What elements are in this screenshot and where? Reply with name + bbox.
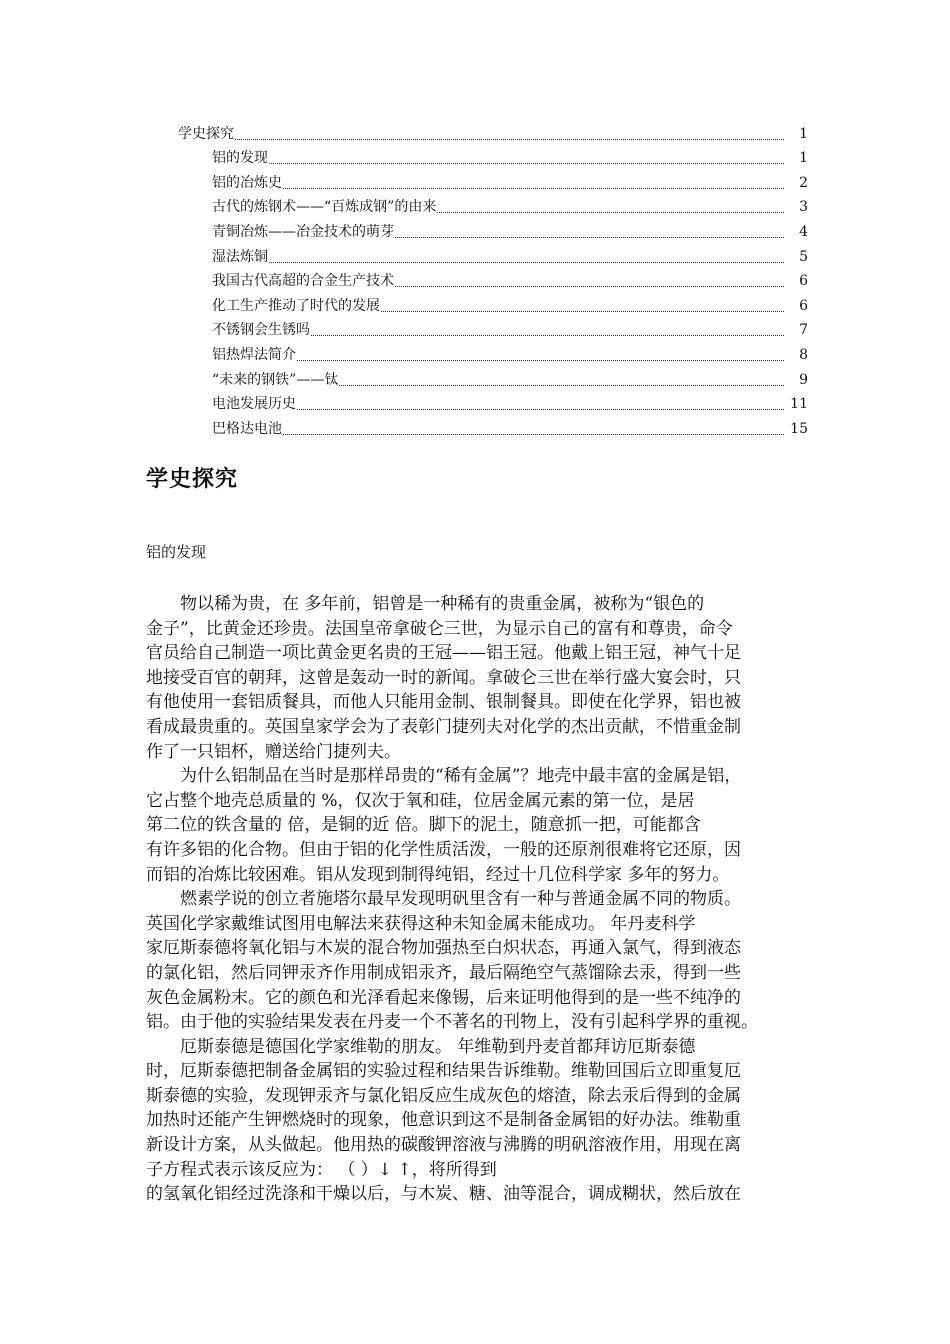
body-line: 厄斯泰德是德国化学家维勒的朋友。 年维勒到丹麦首都拜访厄斯泰德 xyxy=(180,1036,696,1057)
toc-entry[interactable] xyxy=(178,290,808,315)
body-line: 作了一只铝杯，赠送给门捷列夫。 xyxy=(146,741,401,762)
toc-entry-title: 学史探究 xyxy=(178,125,234,142)
toc-entry[interactable] xyxy=(178,389,808,414)
toc-entry-title: 湿法炼铜 xyxy=(212,248,268,265)
table-of-contents xyxy=(178,118,808,438)
toc-leader-dots xyxy=(283,178,784,189)
toc-entry-page: 9 xyxy=(799,371,808,388)
subsection-heading: 铝的发现 xyxy=(146,543,207,561)
body-line: 而铝的冶炼比较困难。铝从发现到制得纯铝，经过十几位科学家 多年的努力。 xyxy=(146,864,730,885)
toc-entry[interactable] xyxy=(178,315,808,340)
toc-entry-title: 铝热焊法简介 xyxy=(212,346,296,363)
toc-entry-page: 11 xyxy=(790,396,808,413)
body-line: 新设计方案，从头做起。他用热的碳酸钾溶液与沸腾的明矾溶液作用，用现在离 xyxy=(146,1135,741,1156)
toc-entry[interactable] xyxy=(178,167,808,192)
toc-entry-title: 铝的冶炼史 xyxy=(212,174,282,191)
toc-entry[interactable] xyxy=(178,364,808,389)
body-line: 有许多铝的化合物。但由于铝的化学性质活泼，一般的还原剂很难将它还原，因 xyxy=(146,839,741,860)
toc-entry-page: 8 xyxy=(799,346,808,363)
toc-leader-dots xyxy=(297,399,784,410)
toc-entry-page: 15 xyxy=(790,420,808,437)
toc-entry-page: 3 xyxy=(799,199,808,216)
toc-leader-dots xyxy=(395,276,784,287)
body-line: 第二位的铁含量的 倍，是铜的近 倍。脚下的泥土，随意抓一把，可能都含 xyxy=(146,815,701,836)
toc-entry-title: 我国古代高超的合金生产技术 xyxy=(212,273,394,290)
body-line: 官员给自己制造一项比黄金更名贵的王冠——铝王冠。他戴上铝王冠，神气十足 xyxy=(146,643,741,664)
toc-entry-page: 4 xyxy=(799,223,808,240)
toc-entry[interactable] xyxy=(178,216,808,241)
body-line: 斯泰德的实验，发现钾汞齐与氯化铝反应生成灰色的熔渣，除去汞后得到的金属 xyxy=(146,1085,741,1106)
body-line: 为什么铝制品在当时是那样昂贵的“稀有金属”？地壳中最丰富的金属是铝， xyxy=(180,766,742,787)
body-line: 有他使用一套铝质餐具，而他人只能用金制、银制餐具。即使在化学界，铝也被 xyxy=(146,692,741,713)
toc-leader-dots xyxy=(235,129,784,140)
toc-entry-title: 电池发展历史 xyxy=(212,396,296,413)
body-line: 子方程式表示该反应为： （ ）↓ ↑，将所得到 xyxy=(146,1159,497,1180)
toc-entry[interactable] xyxy=(178,143,808,168)
toc-entry[interactable] xyxy=(178,118,808,143)
toc-leader-dots xyxy=(283,424,784,435)
body-line: 物以稀为贵，在 多年前，铝曾是一种稀有的贵重金属，被称为“银色的 xyxy=(180,594,705,614)
toc-entry-title: 青铜冶炼——冶金技术的萌芽 xyxy=(212,223,394,240)
toc-entry[interactable] xyxy=(178,339,808,364)
toc-leader-dots xyxy=(269,153,784,164)
toc-entry-title: 化工生产推动了时代的发展 xyxy=(212,297,380,314)
body-line: 金子”，比黄金还珍贵。法国皇帝拿破仑三世，为显示自己的富有和尊贵，命令 xyxy=(146,618,733,639)
toc-entry-page: 1 xyxy=(799,125,808,142)
body-line: 地接受百官的朝拜，这曾是轰动一时的新闻。拿破仑三世在举行盛大宴会时，只 xyxy=(146,667,741,688)
body-line: 铝。由于他的实验结果发表在丹麦一个不著名的刊物上，没有引起科学界的重视。 xyxy=(146,1012,758,1033)
toc-entry-page: 6 xyxy=(799,273,808,290)
toc-entry-page: 6 xyxy=(799,297,808,314)
body-line: 它占整个地壳总质量的 %，仅次于氧和硅，位居金属元素的第一位，是居 xyxy=(146,790,695,811)
toc-entry-title: 铝的发现 xyxy=(212,150,268,167)
toc-entry-page: 7 xyxy=(799,322,808,339)
body-line: 灰色金属粉末。它的颜色和光泽看起来像锡，后来证明他得到的是一些不纯净的 xyxy=(146,987,741,1008)
toc-leader-dots xyxy=(381,301,784,312)
section-heading: 学史探究 xyxy=(146,467,239,492)
toc-leader-dots xyxy=(339,375,784,386)
toc-entry-title: 不锈钢会生锈吗 xyxy=(212,322,310,339)
toc-leader-dots xyxy=(395,227,784,238)
body-line: 加热时还能产生钾燃烧时的现象，他意识到这不是制备金属铝的好办法。维勒重 xyxy=(146,1110,741,1131)
toc-leader-dots xyxy=(311,325,784,336)
toc-leader-dots xyxy=(269,252,784,263)
body-line: 的氯化铝，然后同钾汞齐作用制成铝汞齐，最后隔绝空气蒸馏除去汞，得到一些 xyxy=(146,962,741,983)
body-line: 家厄斯泰德将氧化铝与木炭的混合物加强热至白炽状态，再通入氯气，得到液态 xyxy=(146,938,741,959)
toc-entry-page: 5 xyxy=(799,248,808,265)
toc-entry-page: 2 xyxy=(799,174,808,191)
toc-entry-title: “未来的钢铁”——钛 xyxy=(212,371,339,388)
toc-leader-dots xyxy=(437,202,784,213)
toc-leader-dots xyxy=(297,350,784,361)
toc-entry-title: 巴格达电池 xyxy=(212,420,282,437)
toc-entry[interactable] xyxy=(178,413,808,438)
body-line: 看成最贵重的。英国皇家学会为了表彰门捷列夫对化学的杰出贡献，不惜重金制 xyxy=(146,716,741,737)
body-line: 的氢氧化铝经过洗涤和干燥以后，与木炭、糖、油等混合，调成糊状，然后放在 xyxy=(146,1184,741,1205)
toc-entry[interactable] xyxy=(178,266,808,291)
toc-entry[interactable] xyxy=(178,192,808,217)
body-line: 燃素学说的创立者施塔尔最早发现明矾里含有一种与普通金属不同的物质。 xyxy=(180,889,741,910)
body-line: 时，厄斯泰德把制备金属铝的实验过程和结果告诉维勒。维勒回国后立即重复厄 xyxy=(146,1061,741,1082)
body-line: 英国化学家戴维试图用电解法来获得这种未知金属未能成功。 年丹麦科学 xyxy=(146,913,696,934)
toc-entry[interactable] xyxy=(178,241,808,266)
toc-entry-page: 1 xyxy=(799,150,808,167)
toc-entry-title: 古代的炼钢术——“百炼成钢”的由来 xyxy=(212,199,437,216)
body-text xyxy=(146,592,808,1207)
